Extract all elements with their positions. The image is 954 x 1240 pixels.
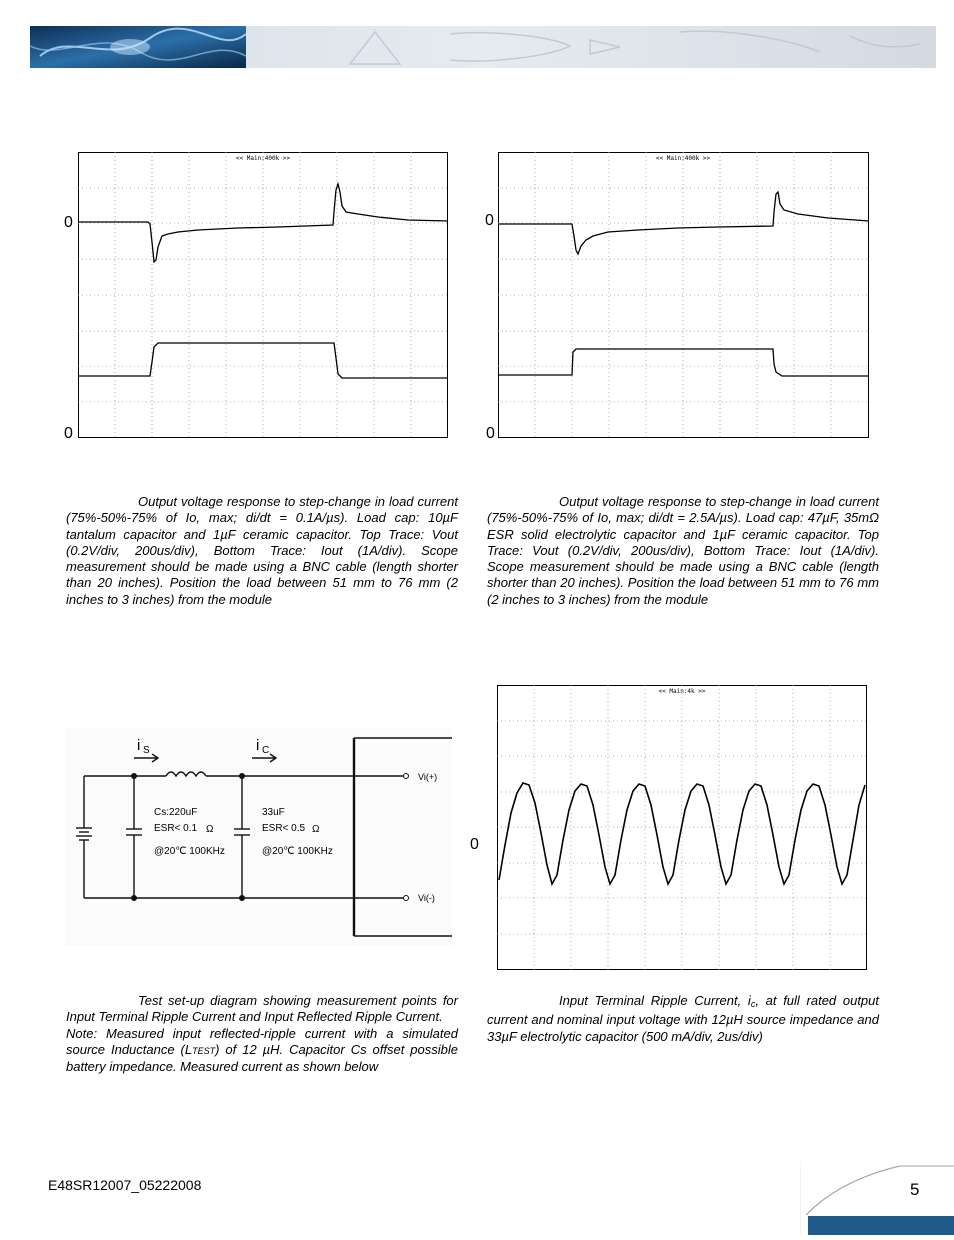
is-label: i [137, 737, 141, 754]
ic-subscript: C [262, 745, 270, 756]
caption-text: Test set-up diagram showing measurement points for Input Terminal Ripple Current and Input Reflected Ripple Current. [66, 993, 458, 1025]
note-text: Note: Measured input reflected-ripple current with a simulated source Inductance (L [66, 1025, 458, 1057]
c-esr: ESR< 0.5 [262, 823, 306, 834]
scope-screen [498, 152, 869, 438]
caption-transient-01a [66, 494, 458, 608]
caption-text [487, 993, 879, 1045]
ohm-symbol: Ω [312, 824, 320, 835]
cs-esr: ESR< 0.1 [154, 823, 198, 834]
c-condition: @20℃ 100KHz [262, 846, 333, 857]
c-value: 33uF [262, 807, 285, 818]
note-subscript: TEST [192, 1045, 216, 1056]
scope-transient-01a [78, 152, 448, 438]
document-code: E48SR12007_05222008 [48, 1177, 202, 1193]
scope-header: << Main:400k >> [655, 155, 711, 162]
ohm-symbol: Ω [206, 824, 214, 835]
page-number: 5 [910, 1180, 920, 1199]
caption-transient-25a [487, 494, 879, 608]
header-banner [30, 26, 936, 68]
scope-screen [497, 685, 867, 970]
cs-condition: @20℃ 100KHz [154, 846, 225, 857]
cs-value: Cs:220uF [154, 807, 198, 818]
scope-header: << Main:400k >> [235, 155, 291, 162]
scope-transient-25a [498, 152, 869, 438]
scope-screen [78, 152, 448, 438]
caption-part: Input Terminal Ripple Current, i [559, 993, 751, 1008]
caption-note [66, 1026, 458, 1076]
note-text: ) of 12 µH. Capacitor Cs offset possible battery impedance. Measured current as shown below [66, 1041, 459, 1075]
test-setup-diagram [66, 728, 452, 946]
caption-ripple-current [487, 993, 879, 1045]
caption-test-setup [66, 993, 458, 1075]
zero-label: 0 [470, 836, 479, 853]
scope-header: << Main:4k >> [658, 688, 706, 695]
zero-upper-label: 0 [485, 212, 494, 229]
ic-label: i [256, 737, 260, 754]
caption-text: Output voltage response to step-change in load current (75%-50%-75% of Io, max; di/dt = 2.5A/µs). Load cap: 47µF, 35mΩ ESR solid electrolytic capacitor and 1µF ceramic capacitor. Top Trace: Vout (0.2V/div, 200us/div), Bottom Trace: Iout (1A/div). Scope measurement should be made using a BNC cable (length shorter than 20 inches). Position the load between 51 mm to 76 mm (2 inches to 3 inches) from the module [487, 494, 879, 607]
caption-part: , at full rated output current and nominal input voltage with 12µH source impedance and 33µF electrolytic capacitor (500 mA/div, 2us/div) [487, 993, 880, 1044]
is-subscript: S [143, 745, 150, 756]
scope-ripple-current [497, 685, 867, 970]
caption-subscript: c [750, 999, 756, 1009]
zero-lower-label: 0 [486, 425, 495, 442]
vi-minus-label: Vi(-) [418, 893, 435, 903]
zero-lower-label: 0 [64, 425, 73, 442]
zero-upper-label: 0 [64, 214, 73, 231]
footer-corner-graphic [800, 1160, 954, 1235]
caption-text: Output voltage response to step-change in load current (75%-50%-75% of Io, max; di/dt = 0.1A/µs). Load cap: 10µF tantalum capacitor and 1µF ceramic capacitor. Top Trace: Vout (0.2V/div, 200us/div), Bottom Trace: Iout (1A/div). Scope measurement should be made using a BNC cable (length shorter than 20 inches). Position the load between 51 mm to 76 mm (2 inches to 3 inches) from the module [66, 494, 458, 607]
vi-plus-label: Vi(+) [418, 772, 438, 782]
